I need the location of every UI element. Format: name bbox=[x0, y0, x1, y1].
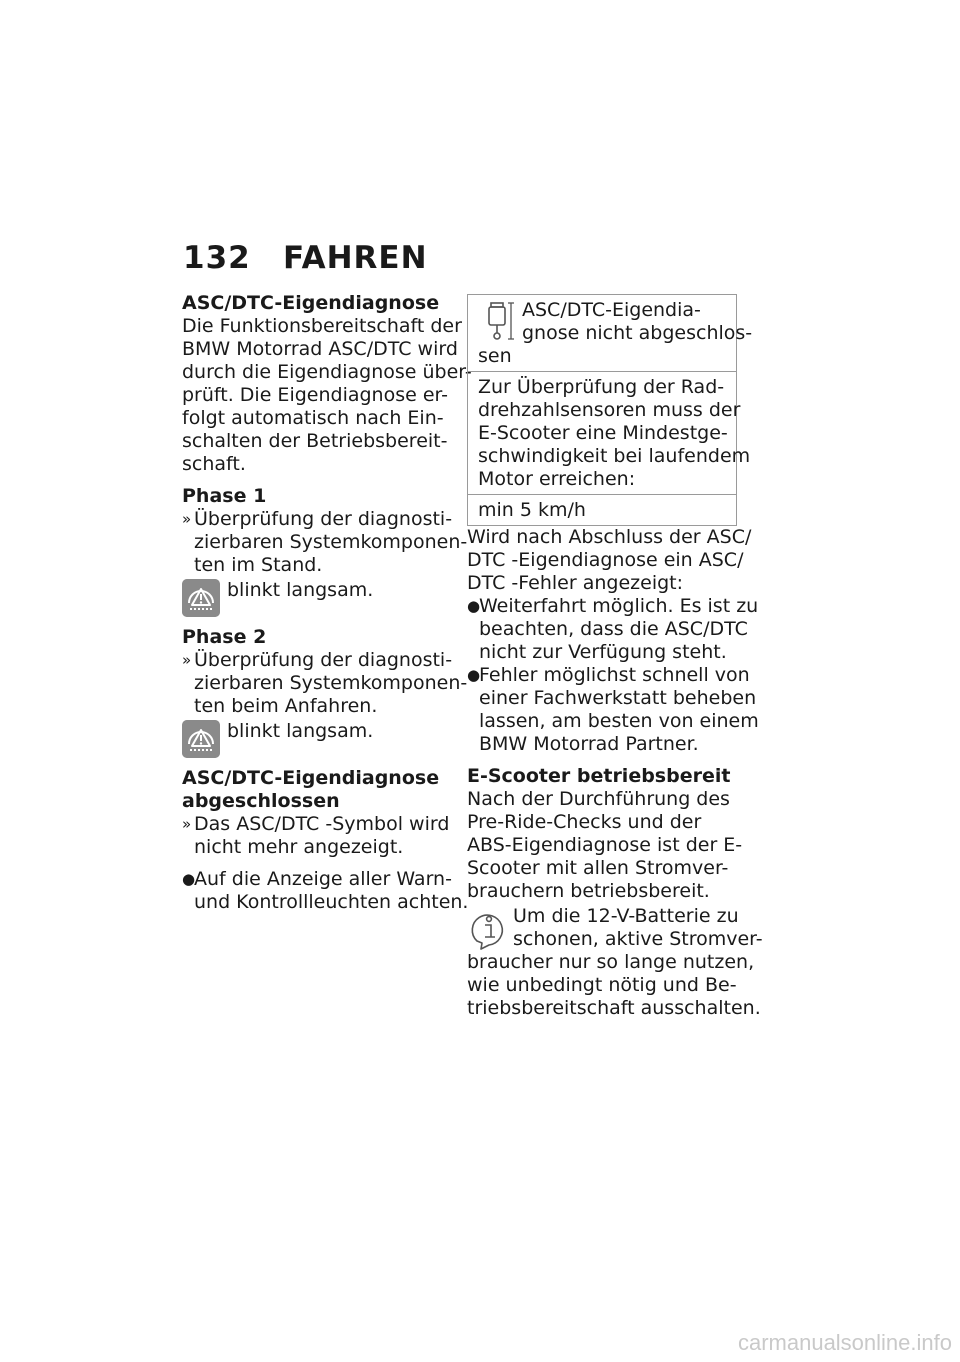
right-column bbox=[467, 294, 763, 1020]
phase2-indicator-text: blinkt langsam. bbox=[227, 720, 374, 742]
notice-table bbox=[467, 294, 753, 526]
bullet-item: ● Weiterfahrt möglich. Es ist zu beachten, dass die ASC/DTC nicht zur Verfügung steht. bbox=[467, 595, 759, 663]
step-arrow-icon: » bbox=[182, 651, 192, 669]
phase2-indicator bbox=[182, 720, 452, 758]
intro-paragraph: Die Funktionsbereitschaft der BMW Motorrad ASC/DTC wird durch die Eigendiagnose über- prüft. Die Eigendiagnose er- folgt automatisch nach Ein- schalten der Betriebsbereit- schaft. bbox=[182, 315, 472, 475]
section-heading-done: ASC/DTC-Eigendiagnose abgeschlossen bbox=[182, 767, 440, 812]
asc-dtc-warning-icon bbox=[182, 720, 220, 758]
after-table-text: Wird nach Abschluss der ASC/ DTC -Eigendiagnose ein ASC/ DTC -Fehler angezeigt: bbox=[467, 526, 752, 594]
step-arrow-icon: » bbox=[182, 510, 192, 528]
table-value: min 5 km/h bbox=[478, 499, 586, 521]
bullet-dot: ● bbox=[182, 870, 196, 888]
done-bullet: ● Auf die Anzeige aller Warn- und Kontrollleuchten achten. bbox=[182, 868, 469, 913]
bullet-dot: ● bbox=[467, 666, 481, 684]
phase1-title: Phase 1 bbox=[182, 485, 267, 507]
left-column bbox=[182, 292, 472, 914]
watermark: carmanualsonline.info bbox=[737, 1330, 952, 1355]
table-header: ASC/DTC-Eigendia- gnose nicht abgeschlos- sen bbox=[468, 295, 736, 372]
chapter-title: FAHREN bbox=[283, 240, 428, 276]
phase1-step: » Überprüfung der diagnosti- zierbaren Systemkomponen- ten im Stand. bbox=[182, 508, 468, 576]
page-number: 132 bbox=[183, 240, 251, 276]
done-step: » Das ASC/DTC -Symbol wird nicht mehr angezeigt. bbox=[182, 813, 450, 858]
bullet-item: ● Fehler möglichst schnell von einer Fachwerkstatt beheben lassen, am besten von einem BMW Motorrad Partner. bbox=[467, 664, 759, 755]
ready-paragraph: Nach der Durchführung des Pre-Ride-Checks und der ABS-Eigendiagnose ist der E- Scooter mit allen Stromver- brauchern betriebsbereit. bbox=[467, 788, 743, 902]
step-arrow-icon: » bbox=[182, 815, 192, 833]
phase1-indicator-text: blinkt langsam. bbox=[227, 579, 374, 601]
table-body: Zur Überprüfung der Rad- drehzahlsensoren muss der E-Scooter eine Mindestge- schwindigkeit bei laufendem Motor erreichen: bbox=[468, 372, 736, 495]
asc-dtc-warning-icon bbox=[182, 579, 220, 617]
phase2-title: Phase 2 bbox=[182, 626, 267, 648]
wheel-sensor-icon bbox=[478, 299, 516, 343]
section-heading: ASC/DTC-Eigendiagnose bbox=[182, 292, 440, 314]
info-icon bbox=[467, 905, 511, 951]
tip-note: Um die 12-V-Batterie zu schonen, aktive Stromver- braucher nur so lange nutzen, wie unbedingt nötig und Be- triebsbereitschaft ausschalten. bbox=[467, 905, 763, 1019]
phase1-indicator bbox=[182, 579, 452, 617]
section-heading-ready: E-Scooter betriebsbereit bbox=[467, 765, 731, 787]
bullet-dot: ● bbox=[467, 597, 481, 615]
phase2-step: » Überprüfung der diagnosti- zierbaren Systemkomponen- ten beim Anfahren. bbox=[182, 649, 468, 717]
